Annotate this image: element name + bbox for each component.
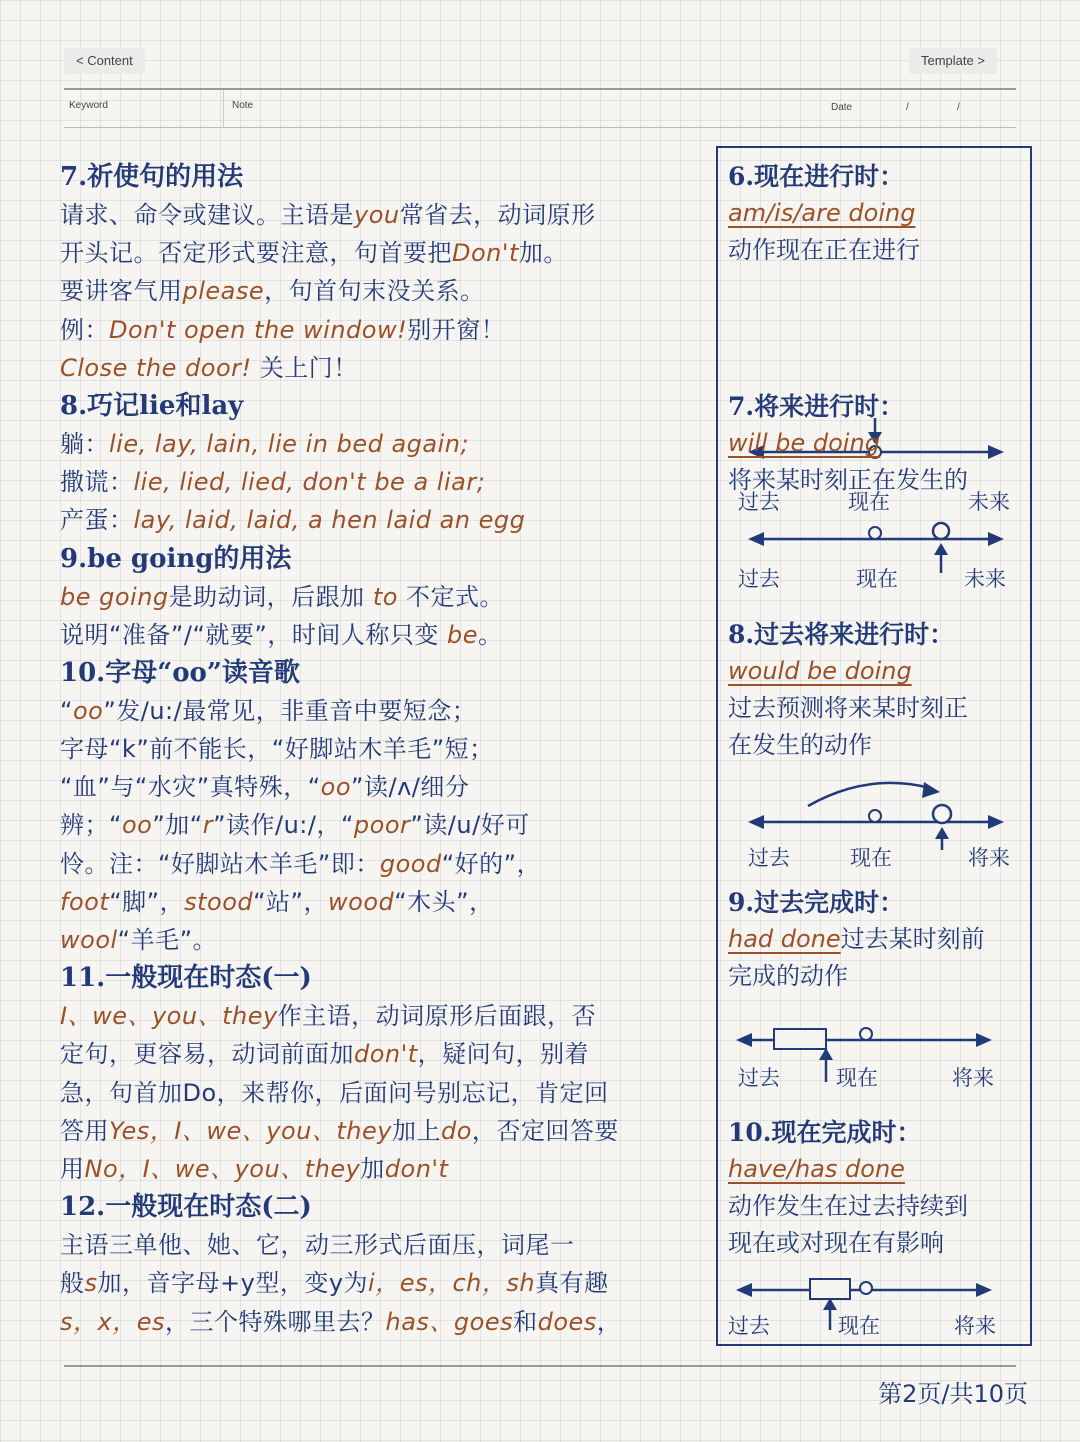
body-text: “站”， [253, 887, 328, 916]
body-text: ”读/u/好可 [410, 811, 530, 840]
header-divider [223, 90, 224, 128]
grammar-section [60, 1188, 710, 1341]
section-line [60, 997, 710, 1035]
tense-title: 7.将来进行时： [728, 392, 905, 421]
highlight-text: Yes，I、we、you、they [109, 1116, 392, 1145]
body-text: 请求、命令或建议。主语是 [60, 201, 354, 229]
body-text: 急，句首加Do，来帮你，后面问号别忘记，肯定回 [60, 1078, 609, 1107]
timeline-label-past: 过去 [738, 490, 780, 514]
tense-description: 过去预测将来某时刻正 [728, 694, 968, 722]
section-line [60, 1264, 710, 1302]
content-back-button[interactable]: < Content [64, 48, 145, 74]
highlight-text: Don't [452, 239, 519, 268]
section-line [60, 234, 710, 272]
body-text: 字母“k”前不能长，“好脚站木羊毛”短； [60, 735, 494, 764]
highlight-text: don't [384, 1154, 449, 1183]
section-line [60, 1150, 710, 1188]
timeline-label-future: 未来 [968, 490, 1010, 514]
highlight-text: to [372, 582, 398, 611]
tense-formula: will be doing [728, 429, 880, 457]
highlight-text: good [379, 849, 442, 878]
section-line [60, 616, 710, 654]
highlight-text: you [354, 201, 400, 229]
body-text: ”读作/u:/，“ [213, 811, 354, 840]
body-text: “好的”， [441, 849, 542, 878]
section-line [60, 730, 710, 768]
highlight-text: Close the door! [60, 353, 252, 382]
tense-description: 动作现在正在进行 [728, 236, 920, 264]
tense-description: 动作发生在过去持续到 [728, 1192, 968, 1220]
section-line [60, 272, 710, 310]
highlight-text: lie, lay, lain, lie in bed again; [109, 429, 470, 458]
highlight-text: poor [353, 811, 411, 840]
body-text: 用 [60, 1154, 85, 1183]
timeline-label-past: 过去 [738, 1066, 780, 1090]
timeline-label-present: 现在 [850, 846, 892, 870]
section-title: 8.巧记lie和lay [60, 390, 244, 421]
section-line [60, 501, 710, 539]
timeline-label-present: 现在 [856, 567, 898, 591]
highlight-text: don't [354, 1040, 418, 1069]
body-text: ，否定回答要 [471, 1116, 619, 1145]
body-text: ”发/u:/最常见，非重音中要短念； [103, 696, 477, 725]
section-line [60, 1112, 710, 1150]
section-title: 11.一般现在时态(一) [60, 963, 312, 994]
highlight-text: oo [320, 773, 352, 802]
tense-formula: would be doing [728, 657, 912, 685]
body-text: “脚”， [109, 887, 185, 916]
highlight-text: Don't open the window! [109, 315, 408, 344]
body-text: “ [60, 696, 73, 725]
body-text: 开头记。否定形式要注意，句首要把 [60, 239, 452, 268]
tense-formula: have/has done [728, 1155, 905, 1183]
highlight-text: oo [121, 811, 153, 840]
tense-title: 8.过去将来进行时： [728, 620, 955, 649]
highlight-text: be going [60, 582, 169, 611]
tense-block-present-continuous [728, 158, 1028, 269]
section-line [60, 1226, 710, 1264]
timeline-label-future: 未来 [964, 567, 1006, 591]
highlight-text: please [182, 277, 265, 306]
body-text: 加。 [518, 239, 568, 268]
highlight-text: i，es，ch，sh [368, 1269, 536, 1298]
section-line [60, 883, 710, 921]
keyword-label: Keyword [69, 100, 108, 111]
timeline-label-present: 现在 [838, 1314, 880, 1338]
highlight-text: r [202, 811, 214, 840]
section-line [60, 1303, 710, 1341]
body-text: 怜。注：“好脚站木羊毛”即： [60, 849, 380, 878]
body-text: ，三个特殊哪里去？ [164, 1307, 386, 1336]
body-text: ，句首句末没关系。 [264, 277, 485, 306]
grammar-notes-left-column [60, 158, 710, 1341]
body-text: 例： [60, 315, 109, 344]
tense-title: 6.现在进行时： [728, 162, 905, 191]
timeline-label-future: 将来 [968, 846, 1010, 870]
tense-description: 将来某时刻正在发生的 [728, 466, 968, 494]
highlight-text: lie, lied, lied, don't be a liar; [133, 468, 486, 497]
highlight-text: be [446, 620, 478, 649]
timeline-label-past: 过去 [748, 846, 790, 870]
body-text: 关上门！ [251, 353, 358, 382]
body-text: ”读/ʌ/细分 [351, 773, 470, 802]
tense-formula: am/is/are doing [728, 199, 916, 227]
highlight-text: No，I、we、you、they [84, 1154, 361, 1183]
header-bottom-rule [64, 127, 1016, 128]
note-label: Note [232, 100, 254, 111]
section-line [60, 349, 710, 387]
date-separator: / [957, 102, 960, 113]
body-text: “木头”， [394, 887, 494, 916]
template-button[interactable]: Template > [909, 48, 997, 74]
body-text: 产蛋： [60, 506, 134, 535]
date-label: Date [831, 102, 853, 113]
grammar-section [60, 387, 710, 540]
tense-description: 过去某时刻前 [840, 925, 985, 953]
section-line [60, 1035, 710, 1073]
tense-block-present-perfect [728, 1114, 1028, 1262]
timeline-label-future: 将来 [952, 1066, 994, 1090]
timeline-label-past: 过去 [728, 1314, 770, 1338]
body-text: ，疑问句，别着 [417, 1040, 590, 1069]
body-text: 撒谎： [60, 468, 134, 497]
tense-block-future-continuous [728, 388, 1028, 499]
section-line [60, 578, 710, 616]
timeline-diagram [718, 770, 1034, 850]
section-title: 7.祈使句的用法 [60, 162, 244, 192]
body-text: 。 [477, 620, 503, 649]
body-text: 定句，更容易，动词前面加 [60, 1040, 354, 1069]
body-text: 常省去，动词原形 [399, 201, 596, 229]
body-text: 不定式。 [397, 582, 505, 611]
section-line [60, 196, 710, 234]
highlight-text: does [537, 1307, 597, 1336]
grammar-section [60, 959, 710, 1188]
section-line [60, 1074, 710, 1112]
body-text: 说明“准备”/“就要”，时间人称只变 [60, 620, 447, 649]
body-text: ， [596, 1307, 622, 1336]
body-text: 躺： [60, 429, 109, 458]
grammar-section [60, 540, 710, 654]
section-line [60, 463, 710, 501]
highlight-text: I、we、you、they [60, 1002, 278, 1031]
highlight-text: s，x，es [60, 1307, 165, 1336]
highlight-text: has、goes [385, 1307, 514, 1336]
body-text: 作主语，动词原形后面跟，否 [277, 1002, 597, 1031]
section-line [60, 921, 710, 959]
highlight-text: lay, laid, laid, a hen laid an egg [133, 506, 526, 535]
page-indicator: 第2页/共10页 [878, 1380, 1028, 1408]
body-text: 是助动词，后跟加 [168, 582, 373, 611]
tense-timeline-panel [716, 146, 1032, 1346]
section-line [60, 845, 710, 883]
body-text: 真有趣 [535, 1269, 609, 1298]
highlight-text: stood [184, 887, 254, 916]
date-separator: / [906, 102, 909, 113]
body-text: 要讲客气用 [60, 277, 183, 306]
section-line [60, 311, 710, 349]
section-title: 10.字母“oo”读音歌 [60, 657, 300, 688]
body-text: 和 [513, 1307, 538, 1336]
grammar-section [60, 654, 710, 959]
tense-description: 现在或对现在有影响 [728, 1229, 944, 1257]
body-text: 加上 [391, 1116, 441, 1145]
body-text: “羊毛”。 [117, 926, 218, 954]
section-line [60, 425, 710, 463]
body-text: 辨；“ [60, 811, 122, 840]
body-text: 别开窗！ [407, 315, 506, 344]
section-line [60, 768, 710, 806]
highlight-text: do [440, 1116, 472, 1145]
body-text: 答用 [60, 1116, 109, 1145]
body-text: 加，音字母+y型，变y为 [97, 1269, 369, 1298]
body-text: 主语三单他、她、它，动三形式后面压，词尾一 [60, 1231, 575, 1260]
highlight-text: s [84, 1269, 98, 1298]
tense-block-past-future-continuous [728, 616, 1028, 764]
timeline-label-future: 将来 [954, 1314, 996, 1338]
body-text: “血”与“水灾”真特殊，“ [60, 773, 321, 802]
header-top-rule [64, 88, 1016, 90]
highlight-text: wood [328, 887, 395, 916]
timeline-label-present: 现在 [836, 1066, 878, 1090]
section-line [60, 692, 710, 730]
timeline-label-present: 现在 [848, 490, 890, 514]
tense-block-past-perfect [728, 884, 1028, 995]
tense-title: 10.现在完成时： [728, 1118, 922, 1147]
tense-formula: had done [728, 925, 841, 953]
highlight-text: wool [60, 926, 118, 954]
highlight-text: oo [72, 696, 104, 725]
tense-description: 完成的动作 [728, 962, 848, 990]
body-text: 般 [60, 1269, 85, 1298]
tense-description: 在发生的动作 [728, 731, 872, 759]
section-title: 9.be going的用法 [60, 543, 292, 574]
highlight-text: foot [60, 887, 110, 916]
footer-rule [64, 1365, 1016, 1367]
section-title: 12.一般现在时态(二) [60, 1192, 312, 1223]
grammar-section [60, 158, 710, 387]
body-text: ”加“ [152, 811, 203, 840]
section-line [60, 806, 710, 844]
body-text: 加 [360, 1154, 385, 1183]
tense-title: 9.过去完成时： [728, 888, 905, 917]
timeline-label-past: 过去 [738, 567, 780, 591]
